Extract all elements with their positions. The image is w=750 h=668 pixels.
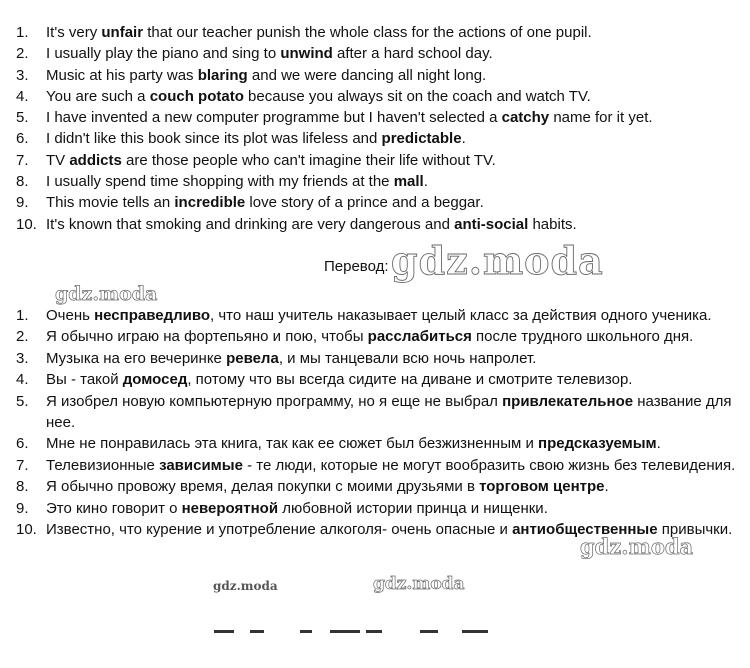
english-sentences <box>0 22 740 235</box>
cut-off-text-fragment <box>330 630 360 633</box>
vocab-word: зависимые <box>159 456 243 474</box>
list-item: 7. TV addicts are those people who can't imagine their life without TV. <box>16 151 496 169</box>
vocab-word: couch potato <box>149 87 244 105</box>
cut-off-text-fragment <box>250 630 264 633</box>
vocab-word: predictable <box>381 130 462 148</box>
vocab-word: blaring <box>197 66 248 84</box>
list-item: 6. Мне не понравилась эта книга, так как ее сюжет был безжизненным и предсказуемым. <box>16 435 661 453</box>
list-item: 5. I have invented a new computer programme but I haven't selected a catchy name for it yet. <box>16 109 653 127</box>
cut-off-text-fragment <box>420 630 438 633</box>
vocab-word: несправедливо <box>94 307 211 324</box>
cut-off-text-fragment <box>366 630 382 633</box>
vocab-word: расслабиться <box>367 328 472 346</box>
vocab-word: catchy <box>501 109 550 127</box>
vocab-word: домосед <box>122 371 188 389</box>
cut-off-text-fragment <box>214 630 234 633</box>
list-item: 10. It's known that smoking and drinking are very dangerous and anti-social habits. <box>16 215 577 233</box>
vocab-word: невероятной <box>181 499 279 517</box>
watermark-logo: gdz.moda <box>213 579 278 593</box>
list-item: 8. I usually spend time shopping with my friends at the mall. <box>16 173 428 191</box>
vocab-word: торговом центре <box>479 478 605 496</box>
vocab-word: антиобщественные <box>512 521 658 539</box>
list-item: 9. This movie tells an incredible love story of a prince and a beggar. <box>16 194 484 212</box>
vocab-word: addicts <box>69 151 122 169</box>
list-item: 2. Я обычно играю на фортепьяно и пою, чтобы расслабиться после трудного школьного дня. <box>16 328 694 346</box>
cut-off-text-fragment <box>462 630 488 633</box>
list-item: 5. Я изобрел новую компьютерную программу, но я еще не выбрал привлекательное название для нее. <box>16 392 732 432</box>
list-item: 4. You are such a couch potato because you always sit on the coach and watch TV. <box>16 87 591 105</box>
vocab-word: mall <box>393 173 424 191</box>
list-item: 2. I usually play the piano and sing to unwind after a hard school day. <box>16 45 493 63</box>
vocab-word: привлекательное <box>502 392 634 410</box>
list-item: 8. Я обычно провожу время, делая покупки с моими друзьями в торговом центре. <box>16 478 609 496</box>
list-item: 4. Вы - такой домосед, потому что вы всегда сидите на диване и смотрите телевизор. <box>16 371 633 389</box>
vocab-word: unfair <box>101 24 144 41</box>
watermark-logo: gdz.moda <box>55 283 158 305</box>
list-item: 3. Music at his party was blaring and we were dancing all night long. <box>16 66 487 84</box>
list-item: 3. Музыка на его вечеринке ревела, и мы танцевали всю ночь напролет. <box>16 349 537 367</box>
watermark-logo: gdz.moda <box>391 238 604 283</box>
watermark-logo: gdz.moda <box>373 574 465 594</box>
watermark-logo: gdz.moda <box>580 534 694 559</box>
vocab-word: anti-social <box>454 215 529 233</box>
list-item: 10. Известно, что курение и употребление алкоголя- очень опасные и антиобщественные привычки. <box>16 521 733 539</box>
vocab-word: incredible <box>174 194 246 212</box>
vocab-word: предсказуемым <box>538 435 657 453</box>
cut-off-text-fragment <box>300 630 312 633</box>
list-item: 1. It's very unfair that our teacher punish the whole class for the actions of one pupil. <box>16 24 592 41</box>
list-item: 7. Телевизионные зависимые - те люди, которые не могут вообразить свою жизнь без телевидения. <box>16 456 736 474</box>
russian-sentences <box>0 305 740 540</box>
translation-heading: Перевод: <box>324 258 389 275</box>
list-item: 9. Это кино говорит о невероятной любовной истории принца и нищенки. <box>16 499 548 517</box>
vocab-word: unwind <box>280 45 333 63</box>
list-item: 6. I didn't like this book since its plot was lifeless and predictable. <box>16 130 466 148</box>
vocab-word: ревела <box>226 349 279 367</box>
list-item: 1. Очень несправедливо, что наш учитель наказывает целый класс за действия одного ученика. <box>16 307 712 324</box>
